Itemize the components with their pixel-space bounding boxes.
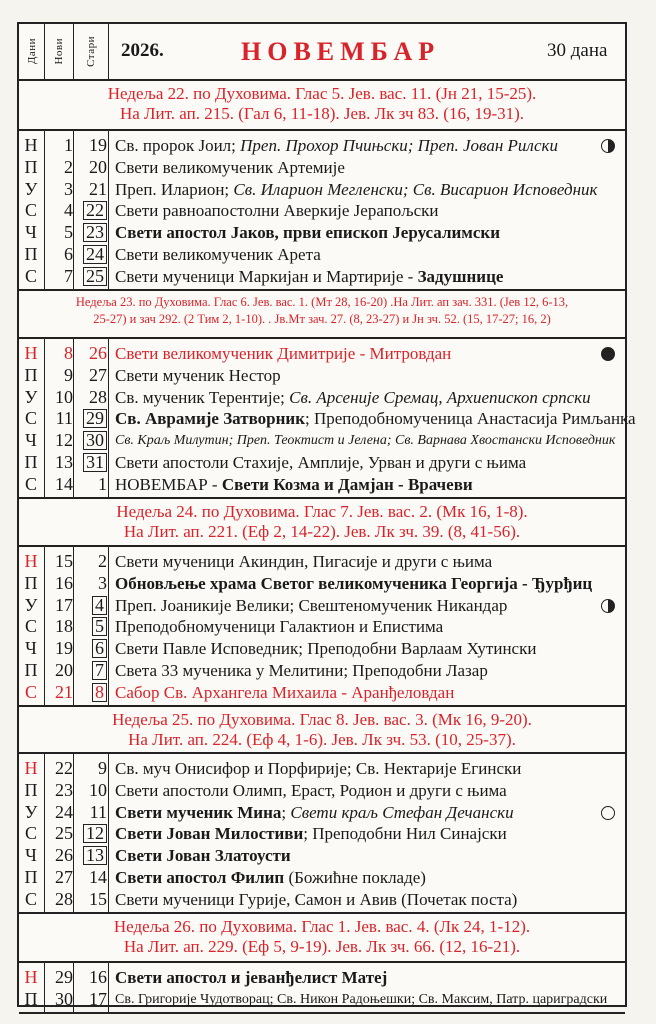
feast-name-part: Свети апостоли Олимп, Ераст, Родион и други с њима: [115, 780, 507, 800]
day-row: [19, 595, 625, 617]
new-date: 2: [64, 156, 73, 177]
feast-name-part: Свети равноапостолни Аверкије Јерапољски: [115, 201, 439, 221]
weekday-letter: С: [24, 265, 37, 286]
year: 2026.: [121, 40, 164, 61]
feast-name-part: ;: [281, 802, 291, 822]
weekday-letter: С: [24, 888, 37, 909]
new-date: 18: [55, 616, 73, 637]
day-row: [19, 967, 625, 989]
old-date: [77, 387, 109, 409]
old-date: [77, 551, 109, 573]
weekday-letter: С: [24, 473, 37, 494]
feast-name-part: Св. Григорије Чудотворац; Св. Никон Радоњешки; Св. Максим, Патр. цариградски: [115, 991, 608, 1007]
feast-name: [115, 638, 536, 660]
weekday-letter: П: [24, 867, 38, 887]
sunday-reading-line: На Лит. ап. 215. (Гал 6, 11-18). Јев. Лк зч 83. (16, 19-31).: [119, 104, 525, 123]
weekday-letter: С: [24, 200, 37, 221]
col-days-header: [19, 24, 45, 79]
sunday-reading-line: На Лит. ап. 221. (Еф 2, 14-22). Јев. Лк зч. 39. (8, 41-56).: [123, 522, 521, 541]
day-row: [19, 867, 625, 889]
feast-name: [115, 967, 387, 989]
feast-name: [115, 802, 514, 824]
weekday-letter: П: [24, 572, 38, 593]
calendar-header: [19, 24, 625, 81]
old-date-value: 3: [98, 572, 107, 593]
new-date: 9: [64, 364, 73, 385]
weekday-letter: Н: [24, 967, 38, 987]
old-date-value: 7: [92, 661, 107, 680]
sunday-readings: [19, 291, 625, 339]
new-date: 29: [55, 967, 73, 987]
day-row: [19, 430, 625, 452]
day-row: [19, 266, 625, 288]
feast-name-part: Св. Краљ Милутин; Преп. Теоктист и Јелена; Св. Варнава Хвостански Исповедник: [115, 433, 616, 449]
feast-name: [115, 200, 439, 222]
day-row: [19, 474, 625, 496]
weekday-letter: П: [24, 156, 38, 177]
old-date: [77, 616, 109, 638]
feast-name: [115, 867, 426, 889]
feast-name-part: Св. Аврамије Затворник: [115, 409, 305, 429]
weekday-letter: Н: [24, 343, 38, 363]
col-new-label: Нови: [53, 38, 65, 65]
feast-name: [115, 989, 607, 1011]
old-date: [77, 682, 109, 704]
new-date: 23: [55, 779, 73, 800]
day-row: [19, 889, 625, 911]
day-row: [19, 845, 625, 867]
weekday-letter: Ч: [25, 845, 37, 866]
old-date: [77, 266, 109, 288]
week-block: [19, 754, 625, 914]
feast-name: [115, 616, 443, 638]
new-date: 27: [55, 867, 73, 887]
sunday-readings: [19, 914, 625, 963]
old-date: [77, 157, 109, 179]
feast-name-part: Задушнице: [417, 266, 504, 286]
day-row: [19, 660, 625, 682]
feast-name-part: (Божићне покладе): [284, 868, 426, 887]
day-row: [19, 616, 625, 638]
day-row: [19, 551, 625, 573]
weekday-letter: Н: [24, 758, 38, 778]
old-date-value: 8: [92, 683, 107, 702]
old-date: [77, 408, 109, 430]
old-date-value: 21: [89, 178, 107, 199]
day-row: [19, 573, 625, 595]
old-date-value: 14: [89, 867, 107, 887]
sunday-reading-line: На Лит. ап. 224. (Еф 4, 1-6). Јев. Лк зч. 53. (10, 25-37).: [128, 730, 516, 749]
weekday-letter: У: [24, 386, 38, 407]
old-date: [77, 967, 109, 989]
new-date: 28: [55, 888, 73, 909]
feast-name-part: Св. Арсеније Сремац, Архиепископ српски: [289, 387, 591, 407]
old-date: [77, 867, 109, 889]
old-date: [77, 474, 109, 496]
weekday-letter: Ч: [25, 430, 37, 451]
old-date: [77, 660, 109, 682]
weekday-letter: С: [24, 823, 37, 844]
feast-name-part: Свети мученик Мина: [115, 802, 282, 822]
feast-name-part: ; Преподобномученица Анастасија Римљанка: [305, 409, 636, 429]
old-date: [77, 573, 109, 595]
weekday-letter: У: [24, 801, 38, 822]
day-row: [19, 758, 625, 780]
weekday-letter: П: [24, 660, 38, 680]
weekday-letter: С: [24, 408, 37, 429]
col-new-header: [45, 24, 74, 79]
day-row: [19, 408, 636, 430]
day-row: [19, 365, 625, 387]
feast-name: [115, 474, 473, 496]
day-row: [19, 135, 625, 157]
day-row: [19, 179, 625, 201]
feast-name-part: Свети апостол Јаков, први епископ Јерусалимски: [115, 223, 501, 243]
feast-name-part: Преподобномученици Галактион и Епистима: [115, 617, 444, 637]
feast-name-part: Свети Јован Милостиви: [115, 824, 304, 844]
new-date: 14: [55, 473, 73, 494]
day-row: [19, 244, 625, 266]
old-date: [77, 638, 109, 660]
new-date: 19: [55, 638, 73, 659]
day-row: [19, 989, 625, 1011]
feast-name: [115, 408, 636, 430]
day-row: [19, 387, 625, 409]
new-date: 4: [64, 200, 73, 221]
feast-name: [115, 660, 488, 682]
weekday-letter: Ч: [25, 222, 37, 243]
new-date: 7: [64, 265, 73, 286]
old-date: [77, 845, 109, 867]
sunday-reading-line: Недеља 25. по Духовима. Глас 8. Јев. вас. 3. (Мк 16, 9-20).: [112, 710, 532, 729]
old-date: [77, 823, 109, 845]
week-block: [19, 131, 625, 291]
old-date-value: 11: [89, 801, 107, 822]
feast-name: [115, 551, 492, 573]
feast-name: [115, 244, 321, 266]
half-moon-icon: [601, 139, 615, 153]
weekday-letter: П: [24, 779, 38, 800]
weekday-letter: Н: [24, 551, 38, 571]
feast-name: [115, 573, 592, 595]
old-date-value: 27: [89, 364, 107, 385]
col-old-label: Стари: [85, 36, 97, 67]
calendar-page: [17, 22, 636, 1009]
feast-name-part: Свети апостол Филип: [115, 868, 285, 887]
weekday-letter: У: [24, 178, 38, 199]
weekday-letter: С: [24, 681, 37, 702]
day-row: [19, 682, 625, 704]
feast-name-part: Сабор Св. Архангела Михаила - Аранђеловдан: [115, 682, 455, 702]
day-row: [19, 343, 625, 365]
old-date-value: 22: [83, 201, 107, 220]
old-date-value: 28: [89, 386, 107, 407]
old-date-value: 5: [92, 617, 107, 636]
old-date: [77, 200, 109, 222]
sunday-readings: [19, 81, 625, 131]
feast-name-part: Свети апостол и јеванђелист Матеј: [115, 968, 388, 987]
feast-name: [115, 682, 454, 704]
full-moon-icon: [601, 347, 615, 361]
feast-name: [115, 452, 526, 474]
feast-name: [115, 343, 451, 365]
old-date: [77, 595, 109, 617]
old-date: [77, 343, 109, 365]
old-date-value: 23: [83, 223, 107, 242]
old-date: [77, 780, 109, 802]
day-row: [19, 780, 625, 802]
new-date: 12: [55, 430, 73, 451]
month-title: НОВЕМБАР: [241, 37, 441, 66]
feast-name: [115, 845, 291, 867]
new-date: 15: [55, 551, 73, 571]
feast-name-part: Преп. Јоаникије Велики; Свештеномученик Никандар: [115, 595, 508, 615]
feast-name-part: НОВЕМБАР -: [115, 474, 222, 494]
old-date-value: 4: [92, 596, 107, 615]
new-date: 24: [55, 801, 73, 822]
feast-name-part: Св. Иларион Мегленски; Св. Висарион Исповедник: [233, 179, 598, 199]
weekday-letter: С: [24, 616, 37, 637]
feast-name-part: ; Преподобни Нил Синајски: [303, 824, 507, 844]
old-date-value: 20: [89, 156, 107, 177]
feast-name-part: Свети мученици Маркијан и Мартирије -: [115, 266, 418, 286]
old-date-value: 10: [89, 779, 107, 800]
new-date: 8: [64, 343, 73, 363]
feast-name: [115, 179, 598, 201]
old-date-value: 26: [89, 343, 107, 363]
feast-name: [115, 387, 591, 409]
weekday-letter: Н: [24, 135, 38, 155]
day-row: [19, 638, 625, 660]
old-date: [77, 889, 109, 911]
feast-name: [115, 823, 507, 845]
feast-name: [115, 135, 558, 157]
old-date-value: 29: [83, 409, 107, 428]
old-date-value: 31: [83, 453, 107, 472]
feast-name: [115, 889, 517, 911]
feast-name-part: Свети Павле Исповедник; Преподобни Варлаам Хутински: [115, 639, 537, 659]
old-date: [77, 802, 109, 824]
week-block: [19, 547, 625, 707]
weekday-letter: П: [24, 364, 38, 385]
feast-name-part: Обновљење храма Светог великомученика Георгија - Ђурђиц: [115, 573, 593, 593]
old-date-value: 15: [89, 888, 107, 909]
feast-name-part: Свети мученици Гурије, Самон и Авив (Почетак поста): [115, 889, 518, 909]
feast-name-part: Св. пророк Јоил;: [115, 136, 241, 155]
feast-name: [115, 365, 281, 387]
old-date: [77, 365, 109, 387]
old-date: [77, 179, 109, 201]
new-moon-icon: [601, 806, 615, 820]
feast-name-part: Преп. Иларион;: [115, 179, 234, 199]
old-date-value: 30: [83, 431, 107, 450]
new-date: 1: [64, 135, 73, 155]
old-date: [77, 452, 109, 474]
new-date: 6: [64, 244, 73, 264]
sunday-reading-line: Недеља 24. по Духовима. Глас 7. Јев. вас. 2. (Мк 16, 1-8).: [116, 502, 528, 521]
days-count: 30 дана: [547, 40, 608, 61]
old-date: [77, 244, 109, 266]
col-old-header: [74, 24, 109, 79]
weekday-letter: П: [24, 452, 38, 472]
old-date: [77, 135, 109, 157]
old-date: [77, 222, 109, 244]
new-date: 10: [55, 386, 73, 407]
new-date: 11: [55, 408, 73, 429]
old-date-value: 6: [92, 639, 107, 658]
old-date-value: 2: [98, 551, 107, 571]
half-moon-icon: [601, 599, 615, 613]
new-date: 30: [55, 988, 73, 1009]
old-date-value: 9: [98, 758, 107, 778]
week-block: [19, 963, 625, 1014]
feast-name-part: Свети великомученик Арета: [115, 245, 321, 264]
col-days-label: Дани: [25, 38, 38, 65]
feast-name: [115, 758, 521, 780]
sunday-reading-line: На Лит. ап. 229. (Еф 5, 9-19). Јев. Лк зч. 66. (12, 16-21).: [123, 937, 521, 956]
weekday-letter: П: [24, 244, 38, 264]
feast-name-part: Свети Јован Златоусти: [115, 846, 291, 866]
sunday-reading-line: 25-27) и зач 292. (2 Тим 2, 1-10). . Јв.Мт зач. 27. (8, 23-27) и Јн зч. 52. (15, 17-27; 16, 2): [93, 312, 551, 326]
old-date-value: 1: [98, 473, 107, 494]
day-row: [19, 222, 625, 244]
feast-name-part: Св. мученик Терентије;: [115, 387, 290, 407]
day-row: [19, 200, 625, 222]
old-date-value: 13: [83, 846, 107, 865]
feast-name-part: Св. муч Онисифор и Порфирије; Св. Нектарије Егински: [115, 759, 522, 778]
old-date: [77, 430, 109, 452]
weekday-letter: Ч: [25, 638, 37, 659]
feast-name-part: Свети Козма и Дамјан - Врачеви: [221, 474, 473, 494]
feast-name-part: Свети великомученик Димитрије - Митровдан: [115, 344, 452, 363]
day-row: [19, 823, 625, 845]
feast-name: [115, 157, 345, 179]
new-date: 17: [55, 594, 73, 615]
sunday-readings: [19, 707, 625, 754]
sunday-reading-line: Недеља 26. по Духовима. Глас 1. Јев. вас. 4. (Лк 24, 1-12).: [113, 917, 531, 936]
sunday-readings: [19, 499, 625, 547]
feast-name-part: Свети краљ Стефан Дечански: [290, 802, 514, 822]
old-date-value: 17: [89, 988, 107, 1009]
day-row: [19, 802, 625, 824]
sunday-reading-line: Недеља 22. по Духовима. Глас 5. Јев. вас. 11. (Јн 21, 15-25).: [107, 84, 537, 103]
old-date-value: 12: [83, 824, 107, 843]
feast-name-part: Преп. Прохор Пчињски; Преп. Јован Рилски: [240, 136, 559, 155]
new-date: 22: [55, 758, 73, 778]
old-date-value: 16: [89, 967, 107, 987]
new-date: 26: [55, 845, 73, 866]
new-date: 25: [55, 823, 73, 844]
old-date: [77, 989, 109, 1011]
new-date: 20: [55, 660, 73, 680]
weekday-letter: У: [24, 594, 38, 615]
sunday-reading-line: Недеља 23. по Духовима. Глас 6. Јев. вас. 1. (Мт 28, 16-20) .На Лит. ап зач. 331. (Јев 12, 6-13,: [75, 295, 569, 309]
old-date: [77, 758, 109, 780]
day-row: [19, 452, 625, 474]
feast-name: [115, 595, 507, 617]
new-date: 5: [64, 222, 73, 243]
old-date-value: 24: [83, 245, 107, 264]
new-date: 16: [55, 572, 73, 593]
new-date: 21: [55, 681, 73, 702]
feast-name-part: Свети мученик Нестор: [115, 365, 281, 385]
feast-name: [115, 266, 503, 288]
feast-name-part: Свети великомученик Артемије: [115, 157, 345, 177]
feast-name: [115, 780, 507, 802]
feast-name: [115, 430, 615, 452]
feast-name-part: Света 33 мученика у Мелитини; Преподобни Лазар: [115, 661, 488, 680]
weekday-letter: П: [24, 988, 38, 1009]
week-block: [19, 339, 636, 499]
day-row: [19, 157, 625, 179]
new-date: 13: [55, 452, 73, 472]
old-date-value: 25: [83, 267, 107, 286]
old-date-value: 19: [89, 135, 107, 155]
feast-name-part: Свети апостоли Стахије, Амплије, Урван и други с њима: [115, 453, 527, 472]
feast-name-part: Свети мученици Акиндин, Пигасије и други с њима: [115, 552, 493, 571]
feast-name: [115, 222, 500, 244]
new-date: 3: [64, 178, 73, 199]
